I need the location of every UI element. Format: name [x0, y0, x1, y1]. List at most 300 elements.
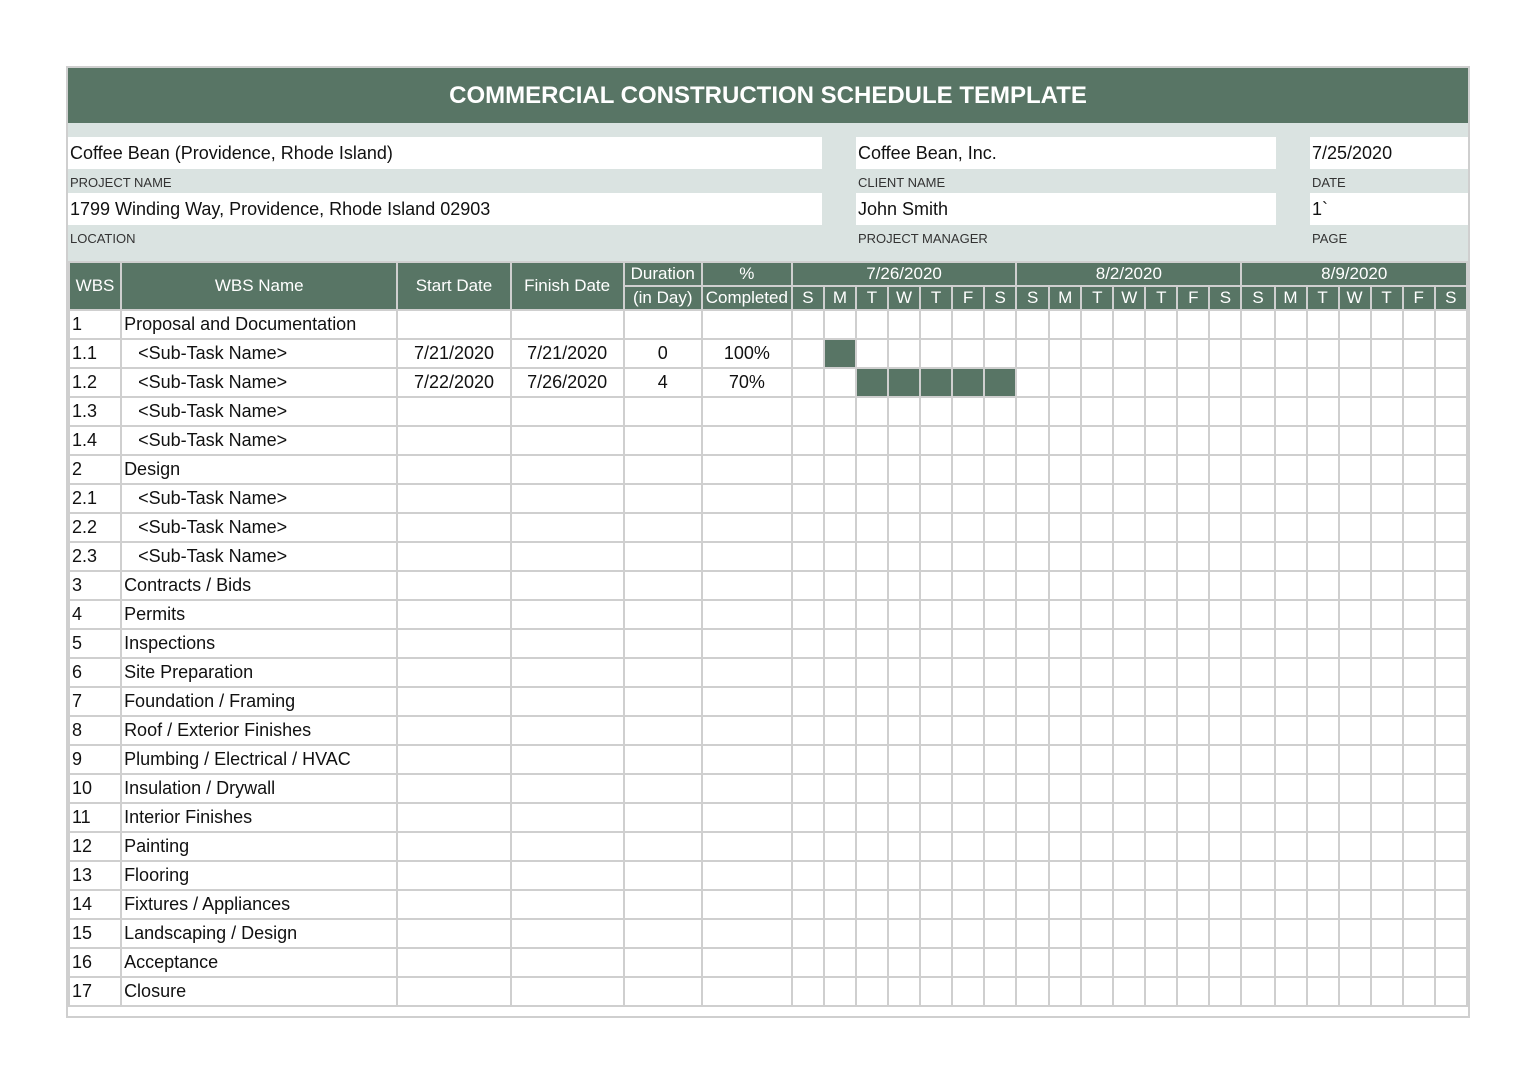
gantt-day-cell[interactable]	[952, 455, 984, 484]
gantt-day-cell[interactable]	[1403, 484, 1435, 513]
start-date-cell[interactable]	[397, 832, 510, 861]
gantt-day-cell[interactable]	[856, 977, 888, 1006]
gantt-day-cell[interactable]	[1177, 455, 1209, 484]
gantt-day-cell[interactable]	[1403, 687, 1435, 716]
wbs-name-cell[interactable]: Plumbing / Electrical / HVAC	[121, 745, 397, 774]
gantt-day-cell[interactable]	[792, 745, 824, 774]
pct-completed-cell[interactable]: 100%	[702, 339, 792, 368]
start-date-cell[interactable]	[397, 716, 510, 745]
wbs-name-cell[interactable]: Insulation / Drywall	[121, 774, 397, 803]
gantt-day-cell[interactable]	[1209, 803, 1241, 832]
wbs-cell[interactable]: 8	[69, 716, 121, 745]
gantt-day-cell[interactable]	[1307, 542, 1339, 571]
gantt-day-cell[interactable]	[984, 832, 1016, 861]
gantt-day-cell[interactable]	[1177, 890, 1209, 919]
gantt-day-cell[interactable]	[1339, 513, 1371, 542]
finish-date-cell[interactable]	[511, 426, 624, 455]
gantt-day-cell[interactable]	[1145, 310, 1177, 339]
gantt-day-cell[interactable]	[792, 310, 824, 339]
gantt-day-cell[interactable]	[856, 948, 888, 977]
gantt-day-cell[interactable]	[1307, 368, 1339, 397]
gantt-day-cell[interactable]	[1371, 397, 1403, 426]
pct-completed-cell[interactable]	[702, 658, 792, 687]
gantt-day-cell[interactable]	[792, 455, 824, 484]
gantt-day-cell[interactable]	[1339, 310, 1371, 339]
gantt-day-cell[interactable]	[1403, 513, 1435, 542]
gantt-day-cell[interactable]	[952, 542, 984, 571]
wbs-name-cell[interactable]: <Sub-Task Name>	[121, 368, 397, 397]
gantt-day-cell[interactable]	[1081, 397, 1113, 426]
gantt-day-cell[interactable]	[1209, 745, 1241, 774]
gantt-day-cell[interactable]	[1113, 977, 1145, 1006]
gantt-day-cell[interactable]	[1275, 600, 1307, 629]
duration-cell[interactable]	[624, 832, 702, 861]
gantt-day-cell[interactable]	[792, 716, 824, 745]
gantt-day-cell[interactable]	[856, 339, 888, 368]
gantt-day-cell[interactable]	[1275, 977, 1307, 1006]
gantt-day-cell[interactable]	[792, 658, 824, 687]
gantt-day-cell[interactable]	[1275, 455, 1307, 484]
gantt-day-cell[interactable]	[1371, 745, 1403, 774]
gantt-day-cell[interactable]	[1049, 745, 1081, 774]
wbs-name-cell[interactable]: <Sub-Task Name>	[121, 426, 397, 455]
gantt-day-cell[interactable]	[1435, 977, 1467, 1006]
gantt-day-cell[interactable]	[1241, 629, 1274, 658]
gantt-day-cell[interactable]	[888, 339, 920, 368]
gantt-day-cell[interactable]	[1049, 803, 1081, 832]
gantt-day-cell[interactable]	[1371, 948, 1403, 977]
gantt-day-cell[interactable]	[1177, 339, 1209, 368]
gantt-day-cell[interactable]	[1145, 977, 1177, 1006]
gantt-day-cell[interactable]	[920, 310, 952, 339]
gantt-day-cell[interactable]	[824, 832, 856, 861]
gantt-day-cell[interactable]	[1177, 310, 1209, 339]
location-field[interactable]: 1799 Winding Way, Providence, Rhode Island 02903	[68, 193, 822, 225]
gantt-day-cell[interactable]	[1371, 484, 1403, 513]
gantt-day-cell[interactable]	[1145, 774, 1177, 803]
gantt-bar-cell[interactable]	[920, 368, 952, 397]
pct-completed-cell[interactable]	[702, 861, 792, 890]
finish-date-cell[interactable]	[511, 600, 624, 629]
gantt-day-cell[interactable]	[1049, 339, 1081, 368]
gantt-day-cell[interactable]	[824, 774, 856, 803]
gantt-day-cell[interactable]	[888, 600, 920, 629]
duration-cell[interactable]	[624, 513, 702, 542]
gantt-day-cell[interactable]	[1145, 687, 1177, 716]
gantt-day-cell[interactable]	[1177, 745, 1209, 774]
gantt-day-cell[interactable]	[1113, 397, 1145, 426]
gantt-day-cell[interactable]	[1241, 368, 1274, 397]
wbs-name-cell[interactable]: <Sub-Task Name>	[121, 397, 397, 426]
gantt-day-cell[interactable]	[856, 919, 888, 948]
gantt-day-cell[interactable]	[1435, 861, 1467, 890]
gantt-day-cell[interactable]	[1177, 368, 1209, 397]
finish-date-cell[interactable]	[511, 890, 624, 919]
gantt-day-cell[interactable]	[1049, 368, 1081, 397]
finish-date-cell[interactable]	[511, 658, 624, 687]
duration-cell[interactable]	[624, 861, 702, 890]
gantt-day-cell[interactable]	[1371, 542, 1403, 571]
gantt-day-cell[interactable]	[1016, 890, 1049, 919]
pct-completed-cell[interactable]	[702, 774, 792, 803]
gantt-day-cell[interactable]	[1435, 600, 1467, 629]
gantt-day-cell[interactable]	[1016, 426, 1049, 455]
pct-completed-cell[interactable]	[702, 629, 792, 658]
finish-date-cell[interactable]	[511, 774, 624, 803]
gantt-day-cell[interactable]	[1209, 368, 1241, 397]
gantt-day-cell[interactable]	[1435, 629, 1467, 658]
gantt-day-cell[interactable]	[1371, 832, 1403, 861]
gantt-day-cell[interactable]	[1307, 310, 1339, 339]
gantt-day-cell[interactable]	[1435, 803, 1467, 832]
gantt-day-cell[interactable]	[1113, 368, 1145, 397]
gantt-day-cell[interactable]	[888, 542, 920, 571]
gantt-day-cell[interactable]	[824, 542, 856, 571]
start-date-cell[interactable]	[397, 397, 510, 426]
gantt-day-cell[interactable]	[1145, 455, 1177, 484]
gantt-day-cell[interactable]	[920, 716, 952, 745]
duration-cell[interactable]	[624, 455, 702, 484]
gantt-day-cell[interactable]	[1275, 426, 1307, 455]
gantt-day-cell[interactable]	[1016, 774, 1049, 803]
gantt-day-cell[interactable]	[792, 484, 824, 513]
gantt-day-cell[interactable]	[1371, 861, 1403, 890]
gantt-day-cell[interactable]	[856, 774, 888, 803]
gantt-day-cell[interactable]	[1113, 745, 1145, 774]
gantt-day-cell[interactable]	[1145, 658, 1177, 687]
gantt-day-cell[interactable]	[920, 455, 952, 484]
gantt-day-cell[interactable]	[1275, 571, 1307, 600]
finish-date-cell[interactable]	[511, 455, 624, 484]
gantt-day-cell[interactable]	[920, 745, 952, 774]
gantt-day-cell[interactable]	[1049, 629, 1081, 658]
wbs-cell[interactable]: 1	[69, 310, 121, 339]
gantt-day-cell[interactable]	[984, 890, 1016, 919]
gantt-day-cell[interactable]	[1435, 513, 1467, 542]
start-date-cell[interactable]: 7/22/2020	[397, 368, 510, 397]
gantt-day-cell[interactable]	[1403, 919, 1435, 948]
gantt-day-cell[interactable]	[1145, 600, 1177, 629]
start-date-cell[interactable]	[397, 484, 510, 513]
gantt-day-cell[interactable]	[1177, 832, 1209, 861]
gantt-day-cell[interactable]	[1049, 832, 1081, 861]
wbs-cell[interactable]: 1.3	[69, 397, 121, 426]
gantt-day-cell[interactable]	[984, 774, 1016, 803]
gantt-day-cell[interactable]	[1209, 426, 1241, 455]
gantt-day-cell[interactable]	[1403, 745, 1435, 774]
gantt-day-cell[interactable]	[1241, 861, 1274, 890]
gantt-day-cell[interactable]	[984, 919, 1016, 948]
gantt-day-cell[interactable]	[1307, 571, 1339, 600]
start-date-cell[interactable]	[397, 513, 510, 542]
gantt-day-cell[interactable]	[1307, 774, 1339, 803]
gantt-day-cell[interactable]	[1371, 513, 1403, 542]
gantt-day-cell[interactable]	[1307, 948, 1339, 977]
gantt-day-cell[interactable]	[984, 339, 1016, 368]
gantt-day-cell[interactable]	[1403, 368, 1435, 397]
gantt-day-cell[interactable]	[1339, 948, 1371, 977]
gantt-day-cell[interactable]	[1049, 774, 1081, 803]
gantt-day-cell[interactable]	[1339, 426, 1371, 455]
gantt-day-cell[interactable]	[856, 716, 888, 745]
gantt-day-cell[interactable]	[1177, 629, 1209, 658]
gantt-day-cell[interactable]	[824, 687, 856, 716]
gantt-day-cell[interactable]	[1016, 397, 1049, 426]
gantt-day-cell[interactable]	[1209, 716, 1241, 745]
gantt-day-cell[interactable]	[1403, 977, 1435, 1006]
gantt-day-cell[interactable]	[824, 861, 856, 890]
gantt-day-cell[interactable]	[792, 687, 824, 716]
gantt-day-cell[interactable]	[1209, 339, 1241, 368]
gantt-day-cell[interactable]	[1145, 571, 1177, 600]
gantt-day-cell[interactable]	[1403, 658, 1435, 687]
pct-completed-cell[interactable]	[702, 687, 792, 716]
gantt-day-cell[interactable]	[1081, 629, 1113, 658]
gantt-day-cell[interactable]	[1113, 948, 1145, 977]
gantt-day-cell[interactable]	[1049, 426, 1081, 455]
finish-date-cell[interactable]	[511, 310, 624, 339]
gantt-day-cell[interactable]	[1403, 890, 1435, 919]
gantt-day-cell[interactable]	[1177, 571, 1209, 600]
gantt-day-cell[interactable]	[856, 397, 888, 426]
gantt-day-cell[interactable]	[856, 600, 888, 629]
gantt-day-cell[interactable]	[792, 542, 824, 571]
gantt-day-cell[interactable]	[1049, 484, 1081, 513]
wbs-name-cell[interactable]: Interior Finishes	[121, 803, 397, 832]
wbs-cell[interactable]: 13	[69, 861, 121, 890]
gantt-day-cell[interactable]	[920, 890, 952, 919]
gantt-day-cell[interactable]	[1016, 803, 1049, 832]
gantt-day-cell[interactable]	[856, 687, 888, 716]
gantt-day-cell[interactable]	[1339, 832, 1371, 861]
gantt-day-cell[interactable]	[1113, 919, 1145, 948]
gantt-day-cell[interactable]	[824, 890, 856, 919]
gantt-day-cell[interactable]	[1049, 948, 1081, 977]
start-date-cell[interactable]	[397, 803, 510, 832]
gantt-day-cell[interactable]	[1435, 426, 1467, 455]
gantt-day-cell[interactable]	[1371, 977, 1403, 1006]
gantt-day-cell[interactable]	[1145, 484, 1177, 513]
gantt-day-cell[interactable]	[1016, 861, 1049, 890]
gantt-day-cell[interactable]	[984, 542, 1016, 571]
gantt-day-cell[interactable]	[1275, 890, 1307, 919]
duration-cell[interactable]	[624, 571, 702, 600]
gantt-day-cell[interactable]	[1307, 600, 1339, 629]
gantt-day-cell[interactable]	[1177, 542, 1209, 571]
gantt-day-cell[interactable]	[1049, 861, 1081, 890]
gantt-day-cell[interactable]	[1081, 716, 1113, 745]
gantt-day-cell[interactable]	[1016, 658, 1049, 687]
gantt-day-cell[interactable]	[952, 426, 984, 455]
gantt-day-cell[interactable]	[1145, 919, 1177, 948]
gantt-day-cell[interactable]	[1403, 542, 1435, 571]
wbs-cell[interactable]: 5	[69, 629, 121, 658]
gantt-day-cell[interactable]	[1307, 687, 1339, 716]
gantt-day-cell[interactable]	[1241, 977, 1274, 1006]
gantt-day-cell[interactable]	[920, 774, 952, 803]
gantt-day-cell[interactable]	[1241, 310, 1274, 339]
gantt-day-cell[interactable]	[952, 513, 984, 542]
wbs-cell[interactable]: 3	[69, 571, 121, 600]
page-field[interactable]: 1`	[1310, 193, 1468, 225]
wbs-cell[interactable]: 2.3	[69, 542, 121, 571]
gantt-day-cell[interactable]	[1177, 716, 1209, 745]
gantt-day-cell[interactable]	[1435, 745, 1467, 774]
gantt-day-cell[interactable]	[1081, 774, 1113, 803]
gantt-day-cell[interactable]	[1016, 919, 1049, 948]
pct-completed-cell[interactable]: 70%	[702, 368, 792, 397]
gantt-day-cell[interactable]	[1371, 368, 1403, 397]
gantt-day-cell[interactable]	[792, 919, 824, 948]
gantt-day-cell[interactable]	[1339, 745, 1371, 774]
gantt-day-cell[interactable]	[1307, 629, 1339, 658]
gantt-day-cell[interactable]	[1081, 977, 1113, 1006]
gantt-day-cell[interactable]	[1241, 948, 1274, 977]
gantt-day-cell[interactable]	[1145, 948, 1177, 977]
duration-cell[interactable]	[624, 977, 702, 1006]
duration-cell[interactable]	[624, 426, 702, 455]
gantt-day-cell[interactable]	[824, 658, 856, 687]
wbs-cell[interactable]: 15	[69, 919, 121, 948]
pct-completed-cell[interactable]	[702, 310, 792, 339]
gantt-day-cell[interactable]	[856, 571, 888, 600]
gantt-day-cell[interactable]	[920, 397, 952, 426]
start-date-cell[interactable]	[397, 948, 510, 977]
gantt-day-cell[interactable]	[1275, 397, 1307, 426]
gantt-day-cell[interactable]	[1307, 919, 1339, 948]
gantt-day-cell[interactable]	[1209, 774, 1241, 803]
finish-date-cell[interactable]: 7/26/2020	[511, 368, 624, 397]
gantt-day-cell[interactable]	[1177, 687, 1209, 716]
wbs-name-cell[interactable]: Inspections	[121, 629, 397, 658]
wbs-name-cell[interactable]: <Sub-Task Name>	[121, 484, 397, 513]
pct-completed-cell[interactable]	[702, 803, 792, 832]
gantt-day-cell[interactable]	[1145, 832, 1177, 861]
start-date-cell[interactable]	[397, 890, 510, 919]
gantt-day-cell[interactable]	[1275, 716, 1307, 745]
gantt-day-cell[interactable]	[920, 687, 952, 716]
gantt-day-cell[interactable]	[984, 629, 1016, 658]
gantt-day-cell[interactable]	[952, 310, 984, 339]
gantt-day-cell[interactable]	[792, 774, 824, 803]
gantt-day-cell[interactable]	[856, 629, 888, 658]
gantt-day-cell[interactable]	[1403, 774, 1435, 803]
wbs-name-cell[interactable]: Roof / Exterior Finishes	[121, 716, 397, 745]
gantt-day-cell[interactable]	[920, 600, 952, 629]
gantt-day-cell[interactable]	[952, 397, 984, 426]
gantt-day-cell[interactable]	[984, 397, 1016, 426]
gantt-day-cell[interactable]	[1403, 629, 1435, 658]
project-manager-field[interactable]: John Smith	[856, 193, 1276, 225]
finish-date-cell[interactable]	[511, 948, 624, 977]
gantt-day-cell[interactable]	[1049, 600, 1081, 629]
gantt-day-cell[interactable]	[1241, 397, 1274, 426]
gantt-day-cell[interactable]	[1016, 629, 1049, 658]
gantt-day-cell[interactable]	[824, 919, 856, 948]
gantt-day-cell[interactable]	[1371, 658, 1403, 687]
gantt-day-cell[interactable]	[1339, 716, 1371, 745]
gantt-day-cell[interactable]	[1307, 484, 1339, 513]
finish-date-cell[interactable]	[511, 861, 624, 890]
gantt-day-cell[interactable]	[952, 832, 984, 861]
gantt-day-cell[interactable]	[888, 687, 920, 716]
gantt-day-cell[interactable]	[952, 571, 984, 600]
gantt-day-cell[interactable]	[1081, 832, 1113, 861]
gantt-day-cell[interactable]	[1339, 658, 1371, 687]
gantt-day-cell[interactable]	[920, 542, 952, 571]
gantt-day-cell[interactable]	[952, 919, 984, 948]
gantt-day-cell[interactable]	[920, 919, 952, 948]
wbs-cell[interactable]: 2.1	[69, 484, 121, 513]
gantt-day-cell[interactable]	[1145, 861, 1177, 890]
gantt-day-cell[interactable]	[1275, 513, 1307, 542]
gantt-day-cell[interactable]	[1016, 948, 1049, 977]
gantt-day-cell[interactable]	[1275, 687, 1307, 716]
gantt-day-cell[interactable]	[792, 600, 824, 629]
gantt-day-cell[interactable]	[1113, 600, 1145, 629]
wbs-name-cell[interactable]: Flooring	[121, 861, 397, 890]
gantt-day-cell[interactable]	[1016, 832, 1049, 861]
duration-cell[interactable]: 4	[624, 368, 702, 397]
gantt-day-cell[interactable]	[1049, 716, 1081, 745]
gantt-day-cell[interactable]	[1403, 397, 1435, 426]
gantt-day-cell[interactable]	[952, 861, 984, 890]
gantt-day-cell[interactable]	[984, 310, 1016, 339]
gantt-day-cell[interactable]	[792, 890, 824, 919]
gantt-day-cell[interactable]	[1275, 861, 1307, 890]
wbs-name-cell[interactable]: Proposal and Documentation	[121, 310, 397, 339]
gantt-day-cell[interactable]	[888, 397, 920, 426]
gantt-day-cell[interactable]	[952, 339, 984, 368]
gantt-day-cell[interactable]	[1339, 774, 1371, 803]
wbs-name-cell[interactable]: <Sub-Task Name>	[121, 542, 397, 571]
gantt-day-cell[interactable]	[952, 948, 984, 977]
gantt-day-cell[interactable]	[856, 426, 888, 455]
gantt-day-cell[interactable]	[1275, 368, 1307, 397]
wbs-cell[interactable]: 2.2	[69, 513, 121, 542]
gantt-day-cell[interactable]	[824, 745, 856, 774]
gantt-day-cell[interactable]	[1241, 832, 1274, 861]
gantt-day-cell[interactable]	[1113, 687, 1145, 716]
wbs-cell[interactable]: 7	[69, 687, 121, 716]
gantt-day-cell[interactable]	[824, 977, 856, 1006]
duration-cell[interactable]	[624, 484, 702, 513]
gantt-day-cell[interactable]	[1113, 310, 1145, 339]
gantt-day-cell[interactable]	[1275, 629, 1307, 658]
gantt-bar-cell[interactable]	[984, 368, 1016, 397]
gantt-day-cell[interactable]	[856, 484, 888, 513]
gantt-day-cell[interactable]	[1241, 542, 1274, 571]
gantt-day-cell[interactable]	[1339, 542, 1371, 571]
client-name-field[interactable]: Coffee Bean, Inc.	[856, 137, 1276, 169]
gantt-day-cell[interactable]	[1209, 484, 1241, 513]
start-date-cell[interactable]	[397, 977, 510, 1006]
finish-date-cell[interactable]	[511, 687, 624, 716]
gantt-day-cell[interactable]	[1016, 310, 1049, 339]
gantt-day-cell[interactable]	[1177, 658, 1209, 687]
wbs-cell[interactable]: 1.2	[69, 368, 121, 397]
gantt-day-cell[interactable]	[1339, 455, 1371, 484]
gantt-day-cell[interactable]	[1016, 977, 1049, 1006]
gantt-day-cell[interactable]	[1339, 890, 1371, 919]
gantt-day-cell[interactable]	[1307, 339, 1339, 368]
gantt-day-cell[interactable]	[1371, 310, 1403, 339]
gantt-day-cell[interactable]	[1275, 658, 1307, 687]
gantt-day-cell[interactable]	[1049, 397, 1081, 426]
gantt-day-cell[interactable]	[792, 571, 824, 600]
pct-completed-cell[interactable]	[702, 890, 792, 919]
gantt-day-cell[interactable]	[1241, 339, 1274, 368]
